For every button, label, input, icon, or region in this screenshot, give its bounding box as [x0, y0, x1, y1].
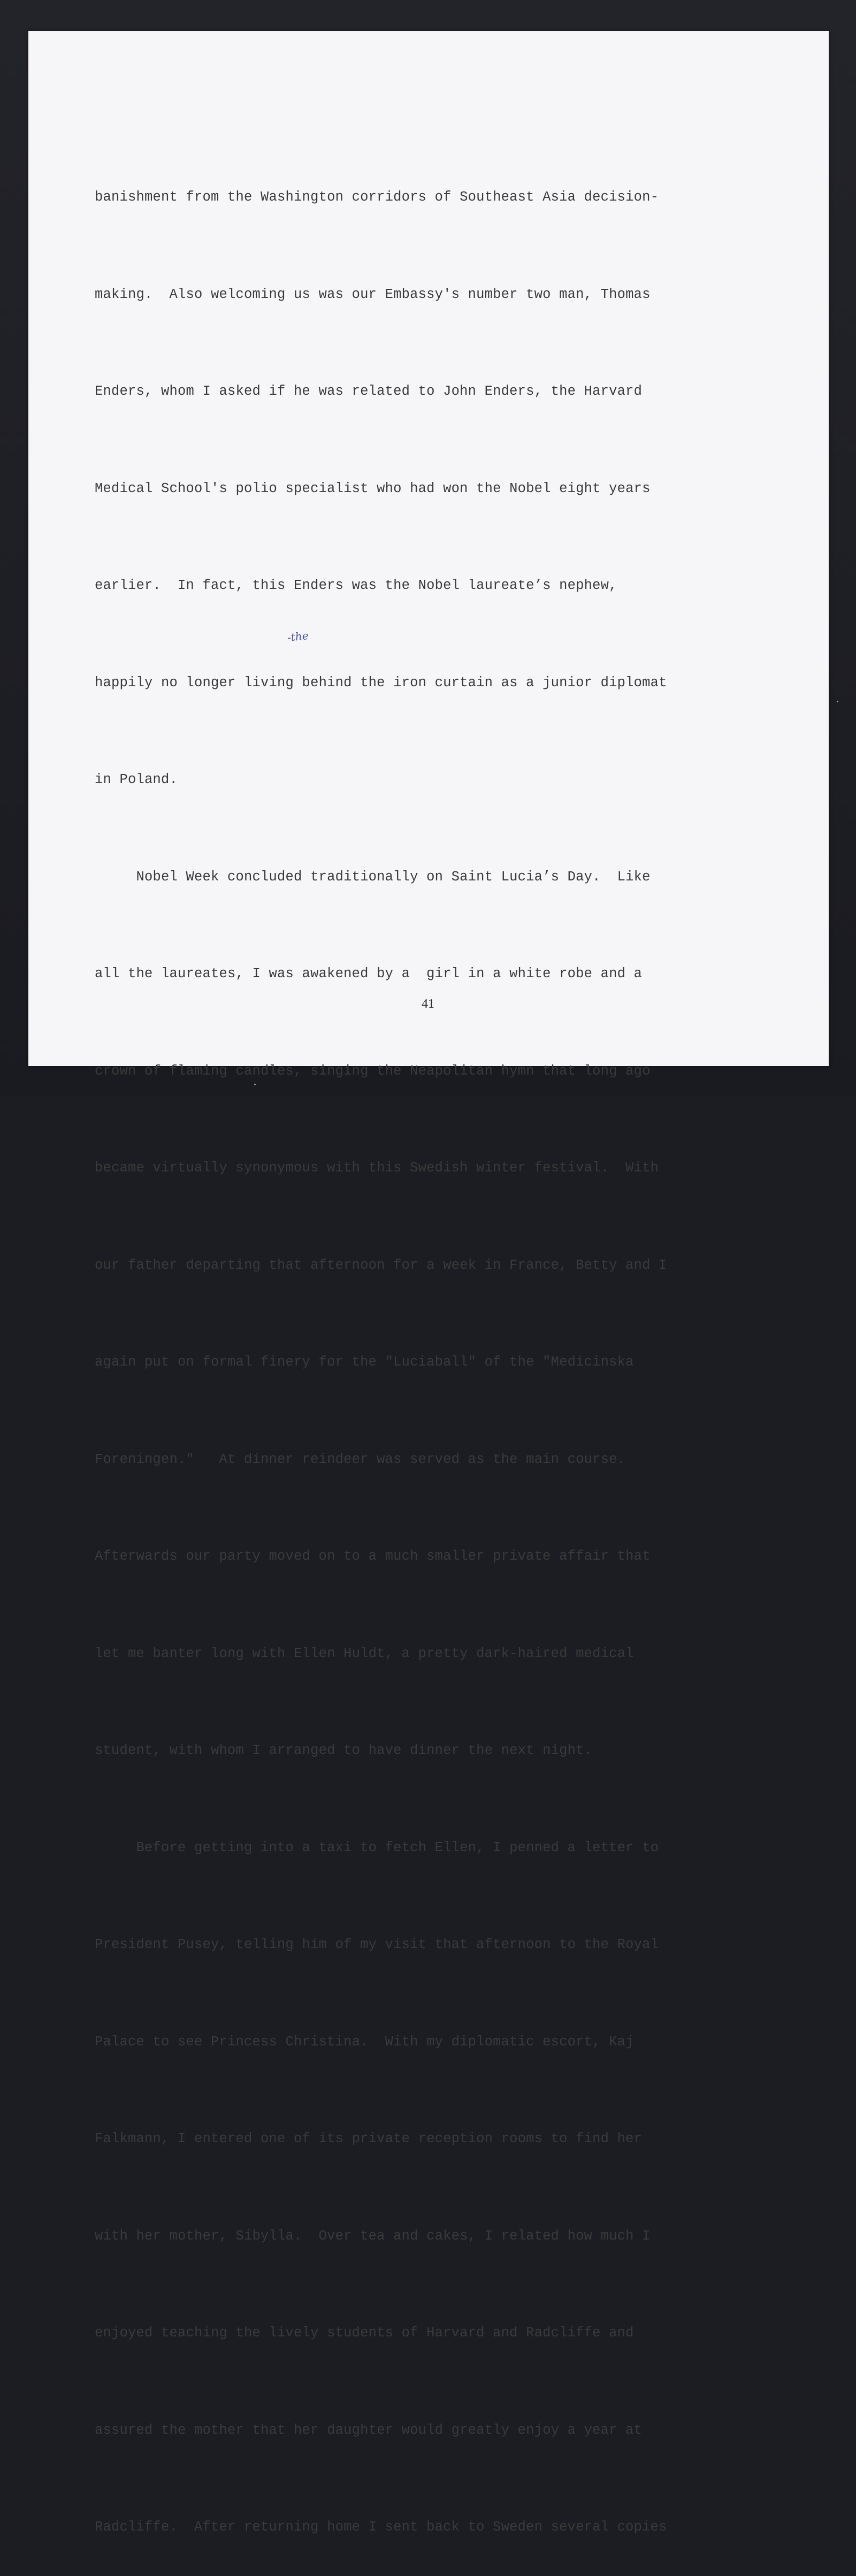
text-line: in Poland.	[95, 772, 178, 787]
text-line: student, with whom I arranged to have dinner the next night.	[95, 1743, 593, 1758]
handwritten-annotation: -the	[286, 629, 309, 644]
text-line: our father departing that afternoon for a week in France, Betty and I	[95, 1257, 667, 1273]
text-line: President Pusey, telling him of my visit that afternoon to the Royal	[95, 1937, 659, 1952]
page-number: 41	[422, 997, 434, 1011]
document-body	[95, 117, 737, 2576]
scan-speck	[254, 1084, 256, 1085]
text-line: Enders, whom I asked if he was related to John Enders, the Harvard	[95, 384, 643, 399]
text-line: became virtually synonymous with this Swedish winter festival. With	[95, 1160, 659, 1176]
text-line: Palace to see Princess Christina. With my diplomatic escort, Kaj	[95, 2034, 634, 2050]
text-line: crown of flaming candles, singing the Neapolitan hymn that long ago	[95, 1063, 651, 1079]
text-line: let me banter long with Ellen Huldt, a pretty dark-haired medical	[95, 1645, 634, 1661]
text-line: Medical School's polio specialist who had won the Nobel eight years	[95, 480, 651, 496]
text-line: banishment from the Washington corridors of Southeast Asia decision-	[95, 189, 659, 205]
text-line: Foreningen." At dinner reindeer was served as the main course.	[95, 1451, 626, 1467]
text-line: happily no longer living behind the iron curtain as a junior diplomat	[95, 674, 667, 691]
text-line: assured the mother that her daughter would greatly enjoy a year at	[95, 2422, 643, 2438]
text-line: Afterwards our party moved on to a much smaller private affair that	[95, 1548, 651, 1564]
text-line: all the laureates, I was awakened by a girl in a white robe and a	[95, 966, 643, 982]
text-line: making. Also welcoming us was our Embassy's number two man, Thomas	[95, 286, 651, 302]
scan-speck	[837, 701, 838, 702]
text-line: with her mother, Sibylla. Over tea and cakes, I related how much I	[95, 2228, 651, 2244]
text-line: Falkmann, I entered one of its private reception rooms to find her	[95, 2131, 643, 2146]
text-line: enjoyed teaching the lively students of Harvard and Radcliffe and	[95, 2325, 634, 2341]
text-line: Before getting into a taxi to fetch Ellen, I penned a letter to	[95, 1839, 659, 1856]
text-line: again put on formal finery for the "Luciaball" of the "Medicinska	[95, 1354, 634, 1370]
text-line: Radcliffe. After returning home I sent back to Sweden several copies	[95, 2519, 667, 2535]
text-line: Nobel Week concluded traditionally on Saint Lucia’s Day. Like	[95, 869, 651, 885]
text-line: earlier. In fact, this Enders was the Nobel laureate’s nephew,	[95, 578, 617, 593]
